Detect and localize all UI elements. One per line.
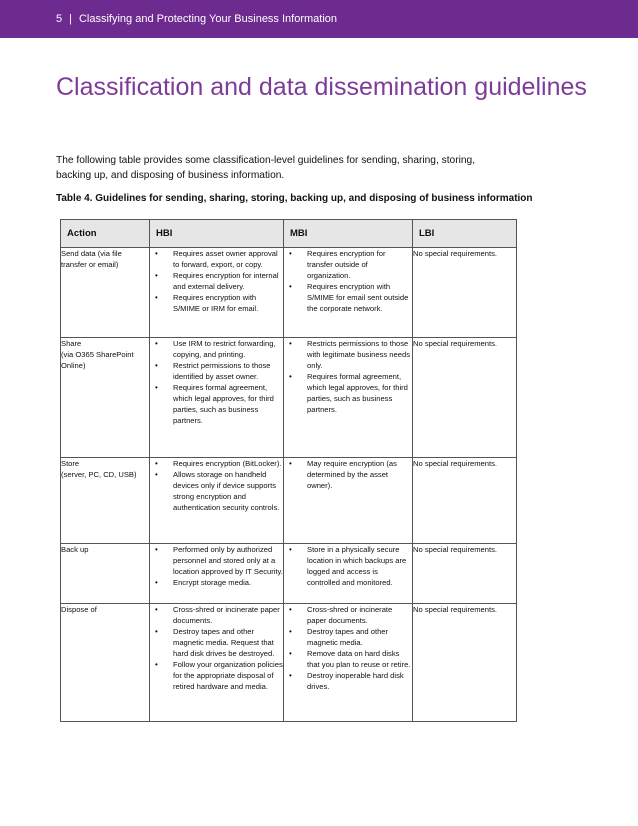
requirement-text: Requires encryption for transfer outside of organization.	[307, 249, 386, 280]
column-header-action: Action	[61, 220, 150, 248]
list-item	[150, 338, 283, 360]
list-item	[150, 604, 283, 626]
action-line: Online)	[61, 361, 86, 370]
page-number: 5	[56, 13, 63, 25]
action-line: Store	[61, 459, 80, 468]
action-line: Share	[61, 339, 82, 348]
table-row	[61, 604, 517, 722]
action-cell	[61, 458, 150, 544]
requirement-text: Cross-shred or incinerate paper documents.	[307, 605, 393, 625]
list-item	[284, 544, 412, 588]
action-cell	[61, 338, 150, 458]
action-cell	[61, 604, 150, 722]
requirement-text: Requires formal agreement, which legal approves, for third parties, such as business partners.	[173, 383, 274, 425]
list-item	[284, 648, 412, 670]
list-item	[150, 626, 283, 659]
requirement-text: Requires encryption for internal and external delivery.	[173, 271, 279, 291]
action-cell	[61, 544, 150, 604]
requirement-text: Use IRM to restrict forwarding, copying, and printing.	[173, 339, 276, 359]
requirement-text: Remove data on hard disks that you plan to reuse or retire.	[307, 649, 411, 669]
table-row	[61, 544, 517, 604]
bullet-dot-icon: •	[155, 383, 158, 392]
bullet-dot-icon: •	[155, 293, 158, 302]
action-line: Back up	[61, 545, 89, 554]
requirement-text: Encrypt storage media.	[173, 578, 252, 587]
column-header-hbi: HBI	[150, 220, 284, 248]
lbi-cell: No special requirements.	[413, 248, 517, 338]
bullet-dot-icon: •	[155, 545, 158, 554]
mbi-cell	[284, 338, 413, 458]
requirement-text: Destroy tapes and other magnetic media. Request that hard disk drives be destroyed.	[173, 627, 275, 658]
list-item	[150, 659, 283, 692]
list-item	[284, 670, 412, 692]
list-item	[284, 248, 412, 281]
requirement-text: Requires asset owner approval to forward, export, or copy.	[173, 249, 278, 269]
intro-paragraph: The following table provides some classification-level guidelines for sending, sharing, storing, backing up, and disposing of business information.	[56, 155, 476, 181]
action-cell	[61, 248, 150, 338]
list-item	[150, 360, 283, 382]
bullet-dot-icon: •	[155, 470, 158, 479]
action-line: Send data (via file	[61, 249, 122, 258]
document-title: Classifying and Protecting Your Business Information	[78, 13, 338, 25]
hbi-cell	[150, 458, 284, 544]
list-item	[284, 281, 412, 314]
hbi-cell	[150, 338, 284, 458]
list-item	[150, 544, 283, 577]
guidelines-table	[60, 219, 517, 722]
requirement-text: Requires encryption with S/MIME for email sent outside the corporate network.	[307, 282, 409, 313]
list-item	[284, 604, 412, 626]
action-line: (via O365 SharePoint	[61, 350, 134, 359]
list-item	[284, 371, 412, 415]
bullet-dot-icon: •	[155, 271, 158, 280]
requirement-text: Store in a physically secure location in which backups are logged and access is controlled and monitored.	[307, 545, 407, 587]
lbi-cell: No special requirements.	[413, 604, 517, 722]
mbi-cell	[284, 248, 413, 338]
page-header	[0, 0, 638, 38]
bullet-dot-icon: •	[289, 249, 292, 258]
mbi-cell	[284, 544, 413, 604]
requirement-text: Restrict permissions to those identified by asset owner.	[173, 361, 271, 381]
requirement-text: Requires encryption with S/MIME or IRM for email.	[173, 293, 259, 313]
bullet-dot-icon: •	[155, 578, 158, 587]
requirement-text: Follow your organization policies for the appropriate disposal of retired hardware and media.	[173, 660, 283, 691]
bullet-dot-icon: •	[155, 605, 158, 614]
list-item	[150, 469, 283, 513]
requirement-text: Destroy inoperable hard disk drives.	[307, 671, 404, 691]
list-item	[150, 270, 283, 292]
column-header-lbi: LBI	[413, 220, 517, 248]
lbi-cell: No special requirements.	[413, 338, 517, 458]
table-row	[61, 458, 517, 544]
list-item	[150, 382, 283, 426]
list-item	[150, 577, 283, 588]
bullet-dot-icon: •	[289, 545, 292, 554]
bullet-dot-icon: •	[289, 459, 292, 468]
bullet-dot-icon: •	[155, 339, 158, 348]
action-line: (server, PC, CD, USB)	[61, 470, 137, 479]
bullet-dot-icon: •	[155, 627, 158, 636]
list-item	[284, 338, 412, 371]
hbi-cell	[150, 544, 284, 604]
section-title: Classification and data dissemination guidelines	[56, 73, 587, 101]
bullet-dot-icon: •	[289, 339, 292, 348]
list-item	[284, 458, 412, 491]
bullet-dot-icon: •	[289, 605, 292, 614]
list-item	[150, 458, 283, 469]
bullet-dot-icon: •	[155, 361, 158, 370]
bullet-dot-icon: •	[155, 459, 158, 468]
column-header-mbi: MBI	[284, 220, 413, 248]
bullet-dot-icon: •	[289, 671, 292, 680]
requirement-text: Restricts permissions to those with legitimate business needs only.	[307, 339, 410, 370]
requirement-text: Allows storage on handheld devices only if device supports strong encryption and authentication security controls.	[173, 470, 280, 512]
table-row	[61, 338, 517, 458]
requirement-text: Requires formal agreement, which legal approves, for third parties, such as business partners.	[307, 372, 408, 414]
table-row	[61, 248, 517, 338]
action-line: transfer or email)	[61, 260, 119, 269]
mbi-cell	[284, 458, 413, 544]
bullet-dot-icon: •	[289, 627, 292, 636]
table-caption: Table 4. Guidelines for sending, sharing, storing, backing up, and disposing of business information	[56, 193, 533, 204]
lbi-cell: No special requirements.	[413, 544, 517, 604]
lbi-cell: No special requirements.	[413, 458, 517, 544]
bullet-dot-icon: •	[289, 372, 292, 381]
requirement-text: May require encryption (as determined by the asset owner).	[307, 459, 397, 490]
mbi-cell	[284, 604, 413, 722]
list-item	[284, 626, 412, 648]
bullet-dot-icon: •	[289, 282, 292, 291]
list-item	[150, 292, 283, 314]
requirement-text: Requires encryption (BitLocker).	[173, 459, 282, 468]
table-header-row	[61, 220, 517, 248]
bullet-dot-icon: •	[155, 660, 158, 669]
hbi-cell	[150, 248, 284, 338]
list-item	[150, 248, 283, 270]
requirement-text: Cross-shred or incinerate paper documents.	[173, 605, 280, 625]
header-separator: |	[69, 13, 72, 25]
bullet-dot-icon: •	[155, 249, 158, 258]
requirement-text: Performed only by authorized personnel and stored only at a location approved by IT Security.	[173, 545, 283, 576]
requirement-text: Destroy tapes and other magnetic media.	[307, 627, 389, 647]
hbi-cell	[150, 604, 284, 722]
bullet-dot-icon: •	[289, 649, 292, 658]
action-line: Dispose of	[61, 605, 97, 614]
